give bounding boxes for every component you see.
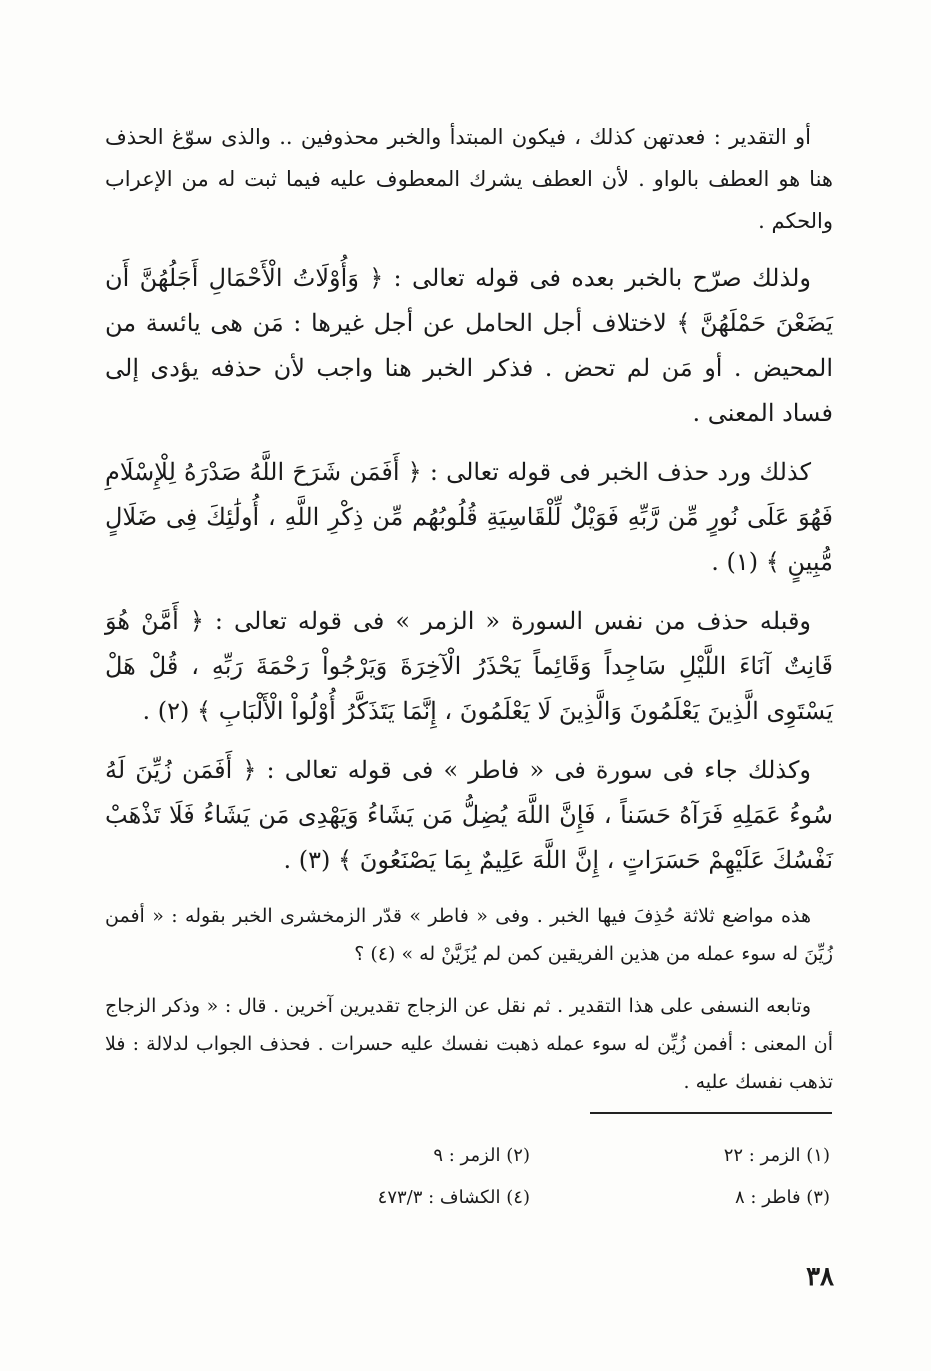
- paragraph-2: ولذلك صرّح بالخبر بعده فى قوله تعالى : ﴿ وَأُوْلَاتُ الْأَحْمَالِ أَجَلُهُنَّ أَن يَضَعْنَ حَمْلَهُنَّ ﴾ لاختلاف أجل الحامل عن أجل غيرها : مَن هى يائسة من المحيض . أو مَن لم تحض . فذكر الخبر هنا واجب لأن حذفه يؤدى إلى فساد المعنى .: [105, 264, 833, 427]
- footnote-2: (٢) الزمر : ٩: [433, 1145, 530, 1166]
- paragraph-7: وتابعه النسفى على هذا التقدير . ثم نقل عن الزجاج تقديرين آخرين . قال : « وذكر الزجاج أن المعنى : أفمن زُيِّن له سوء عمله ذهبت نفسك عليه حسرات . فحذف الجواب لدلالة : فلا تذهب نفسك عليه .: [105, 995, 833, 1093]
- footnote-1: (١) الزمر : ٢٢: [723, 1145, 830, 1166]
- body-text: [105, 116, 833, 1115]
- paragraph-4: وقبله حذف من نفس السورة « الزمر » فى قوله تعالى : ﴿ أَمَّنْ هُوَ قَانِتٌ آنَاءَ اللَّيْلِ سَاجِداً وَقَائِماً يَحْذَرُ الْآخِرَةَ وَيَرْجُواْ رَحْمَةَ رَبِّهِ ، قُلْ هَلْ يَسْتَوِى الَّذِينَ يَعْلَمُونَ وَالَّذِينَ لَا يَعْلَمُونَ ، إِنَّمَا يَتَذَكَّرُ أُوْلُواْ الْأَلْبَابِ ﴾ (٢) .: [105, 607, 833, 725]
- paragraph-1: أو التقدير : فعدتهن كذلك ، فيكون المبتدأ والخبر محذوفين .. والذى سوّغ الحذف هنا هو العطف بالواو . لأن العطف يشرك المعطوف عليه فيما ثبت له من الإعراب والحكم .: [105, 125, 833, 233]
- footnote-row: [290, 1135, 830, 1177]
- paragraph-6: هذه مواضع ثلاثة حُذِفَ فيها الخبر . وفى « فاطر » قدّر الزمخشرى الخبر بقوله : « أفمن زُيِّنَ له سوء عمله من هذين الفريقين كمن لم يُزَيَّنْ له » (٤) ؟: [105, 905, 833, 965]
- paragraph-3: كذلك ورد حذف الخبر فى قوله تعالى : ﴿ أَفَمَن شَرَحَ اللَّهُ صَدْرَهُ لِلْإِسْلَامِ فَهُوَ عَلَى نُورٍ مِّن رَّبِّهِ فَوَيْلٌ لِّلْقَاسِيَةِ قُلُوبُهُم مِّن ذِكْرِ اللَّهِ ، أُولَٰئِكَ فِى ضَلَالٍ مُّبِينٍ ﴾ (١) .: [105, 458, 833, 576]
- page-number: ٣٨: [806, 1262, 834, 1292]
- footnote-row: [290, 1177, 830, 1219]
- footnote-divider: [590, 1112, 832, 1114]
- footnote-3: (٣) فاطر : ٨: [735, 1187, 830, 1208]
- footnote-4: (٤) الكشاف : ٤٧٣/٣: [377, 1187, 530, 1208]
- footnotes: [290, 1135, 830, 1219]
- paragraph-5: وكذلك جاء فى سورة فى « فاطر » فى قوله تعالى : ﴿ أَفَمَن زُيِّنَ لَهُ سُوءُ عَمَلِهِ فَرَآهُ حَسَناً ، فَإِنَّ اللَّهَ يُضِلُّ مَن يَشَاءُ وَيَهْدِى مَن يَشَاءُ فَلَا تَذْهَبْ نَفْسُكَ عَلَيْهِمْ حَسَرَاتٍ ، إِنَّ اللَّهَ عَلِيمٌ بِمَا يَصْنَعُونَ ﴾ (٣) .: [105, 756, 833, 874]
